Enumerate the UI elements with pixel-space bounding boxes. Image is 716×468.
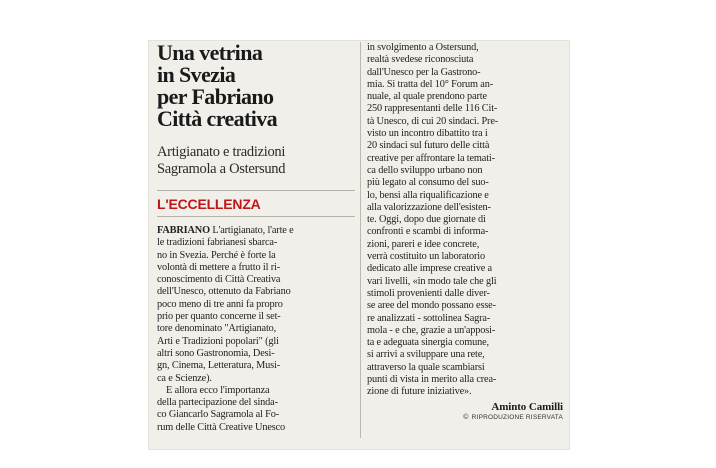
body-line: gn, Cinema, Letteratura, Musi- [157, 360, 281, 372]
body-line: 20 sindaci sul futuro delle città [367, 140, 490, 152]
body-line: si arrivi a sviluppare una rete, [367, 349, 485, 361]
left-column [157, 42, 355, 434]
body-line: te. Oggi, dopo due giornate di [367, 214, 486, 226]
body-line: no in Svezia. Perché è forte la [157, 249, 276, 261]
body-line: co Giancarlo Sagramola al Fo- [157, 409, 280, 421]
body-line: realtà svedese riconosciuta [367, 54, 474, 66]
body-line: prio per quanto concerne il set- [157, 311, 281, 323]
subheadline [157, 144, 355, 178]
body-line: volontà di mettere a frutto il ri- [157, 261, 280, 273]
body-line: re analizzati - sottolinea Sagra- [367, 312, 491, 324]
body-line: lo, bensì alla riqualificazione e [367, 189, 489, 201]
body-line: mia. Si tratta del 10° Forum an- [367, 78, 494, 90]
reproduction-notice [367, 414, 563, 421]
body-line: tore denominato "Artigianato, [157, 323, 277, 335]
body-line: altri sono Gastronomia, Desi- [157, 347, 275, 359]
column-divider [360, 42, 361, 438]
body-line: nuale, al quale prendono parte [367, 91, 487, 103]
article-body-left [157, 225, 355, 434]
article-body-right [367, 42, 563, 399]
body-line: ca e Scienze). [157, 372, 212, 384]
body-line: confronti e scambi di informa- [367, 226, 489, 238]
body-line: vari livelli, «in modo tale che gli [367, 275, 497, 287]
author-byline: Aminto Camilli [491, 400, 563, 413]
body-line: se aree del mondo possano esse- [367, 300, 496, 312]
newspaper-clipping [148, 40, 570, 450]
headline [157, 42, 355, 130]
body-line: rum delle Città Creative Unesco [157, 421, 286, 433]
body-line: poco meno di tre anni fa propro [157, 298, 283, 310]
copyright-icon: © [463, 413, 469, 421]
body-line: punti di vista in merito alla crea- [367, 374, 497, 386]
body-line: ca dello sviluppo urbano non [367, 164, 483, 176]
dateline: FABRIANO [157, 225, 210, 236]
body-line: in svolgimento a Ostersund, [367, 42, 479, 53]
body-line: tà Unesco, di cui 20 sindaci. Pre- [367, 115, 499, 127]
body-line: E allora ecco l'importanza [166, 384, 270, 396]
body-line: conoscimento di Città Creativa [157, 274, 281, 286]
headline-line: per Fabriano [157, 84, 274, 109]
headline-line: in Svezia [157, 62, 236, 87]
body-line: più legato al consumo del suo- [367, 177, 489, 189]
body-line: FABRIANO L'artigianato, l'arte e [157, 225, 294, 236]
right-column [367, 42, 563, 421]
body-line: dell'Unesco, ottenuto da Fabriano [157, 286, 291, 298]
body-line: Arti e Tradizioni popolari" (gli [157, 335, 279, 347]
body-line: creative per affrontare la temati- [367, 152, 495, 164]
body-line: le tradizioni fabrianesi sbarca- [157, 237, 278, 249]
body-line: ta e adeguata sinergia comune, [367, 337, 489, 349]
reproduction-notice-label: RIPRODUZIONE RISERVATA [471, 413, 563, 421]
body-line: 250 rappresentanti delle 116 Cit- [367, 103, 498, 115]
body-line: dall'Unesco per la Gastrono- [367, 66, 481, 78]
body-line: attraverso la quale scambiarsi [367, 361, 485, 373]
body-line: della partecipazione del sinda- [157, 397, 278, 409]
body-line: mola - e che, grazie a un'apposi- [367, 324, 496, 336]
subheadline-line: Sagramola a Ostersund [157, 161, 286, 177]
body-line: visto un incontro dibattito tra i [367, 128, 488, 140]
body-line: zione di future iniziative». [367, 386, 472, 398]
body-line: zioni, pareri e idee concrete, [367, 238, 480, 250]
body-line: stimoli provenienti dalle diver- [367, 287, 490, 299]
headline-line: Città creativa [157, 106, 278, 131]
headline-line: Una vetrina [157, 40, 263, 65]
body-line: dedicato alle imprese creative a [367, 263, 492, 275]
body-line: alla valorizzazione dell'esisten- [367, 201, 491, 213]
subheadline-line: Artigianato e tradizioni [157, 144, 286, 160]
body-line: verrà costituito un laboratorio [367, 251, 486, 263]
section-tag: L'ECCELLENZA [157, 190, 355, 217]
